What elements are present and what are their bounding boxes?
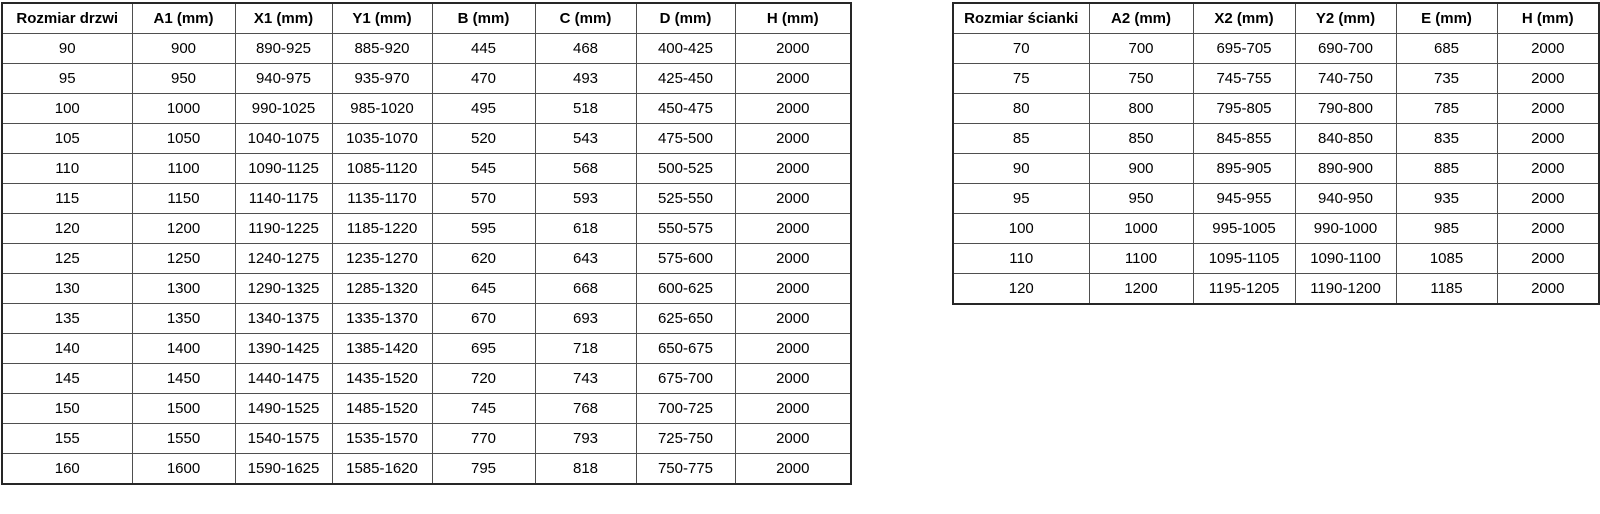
table-cell: 985-1020	[332, 94, 432, 124]
table-cell: 2000	[1497, 184, 1599, 214]
table-cell: 1085-1120	[332, 154, 432, 184]
table-row	[2, 64, 851, 94]
table-cell: 1035-1070	[332, 124, 432, 154]
table-cell: 1240-1275	[235, 244, 332, 274]
table-cell: 1590-1625	[235, 454, 332, 485]
table-cell: 115	[2, 184, 132, 214]
table-cell: 990-1025	[235, 94, 332, 124]
table-cell: 1585-1620	[332, 454, 432, 485]
table-cell: 543	[535, 124, 636, 154]
table-cell: 2000	[1497, 154, 1599, 184]
table-row	[953, 214, 1599, 244]
table-cell: 745-755	[1193, 64, 1295, 94]
table-cell: 668	[535, 274, 636, 304]
table-cell: 2000	[735, 184, 851, 214]
table-cell: 743	[535, 364, 636, 394]
header-cell: Y2 (mm)	[1295, 3, 1396, 34]
table-row	[2, 364, 851, 394]
table-cell: 1290-1325	[235, 274, 332, 304]
table-cell: 95	[2, 64, 132, 94]
table-cell: 725-750	[636, 424, 735, 454]
table-row	[2, 154, 851, 184]
table-cell: 1335-1370	[332, 304, 432, 334]
table-cell: 890-925	[235, 34, 332, 64]
table-cell: 2000	[735, 154, 851, 184]
table-row	[2, 34, 851, 64]
header-cell: B (mm)	[432, 3, 535, 34]
header-cell: Y1 (mm)	[332, 3, 432, 34]
table-cell: 2000	[735, 94, 851, 124]
header-cell: Rozmiar drzwi	[2, 3, 132, 34]
table-cell: 2000	[735, 334, 851, 364]
table-cell: 1250	[132, 244, 235, 274]
table-cell: 493	[535, 64, 636, 94]
table-cell: 85	[953, 124, 1089, 154]
table-cell: 1135-1170	[332, 184, 432, 214]
table-row	[953, 124, 1599, 154]
table-cell: 1050	[132, 124, 235, 154]
table-cell: 845-855	[1193, 124, 1295, 154]
table-cell: 2000	[1497, 94, 1599, 124]
table-cell: 1200	[1089, 274, 1193, 305]
table-cell: 720	[432, 364, 535, 394]
table-cell: 675-700	[636, 364, 735, 394]
table-cell: 735	[1396, 64, 1497, 94]
table-cell: 445	[432, 34, 535, 64]
table-cell: 935	[1396, 184, 1497, 214]
table-cell: 768	[535, 394, 636, 424]
table-cell: 885-920	[332, 34, 432, 64]
table-cell: 1600	[132, 454, 235, 485]
header-cell: X1 (mm)	[235, 3, 332, 34]
table-cell: 1190-1200	[1295, 274, 1396, 305]
table-cell: 1100	[132, 154, 235, 184]
table-cell: 2000	[735, 394, 851, 424]
table-cell: 935-970	[332, 64, 432, 94]
table-cell: 110	[953, 244, 1089, 274]
table-cell: 695-705	[1193, 34, 1295, 64]
table-cell: 693	[535, 304, 636, 334]
table-cell: 750-775	[636, 454, 735, 485]
table-cell: 995-1005	[1193, 214, 1295, 244]
table-cell: 520	[432, 124, 535, 154]
table-cell: 700	[1089, 34, 1193, 64]
table-cell: 950	[1089, 184, 1193, 214]
header-cell: H (mm)	[735, 3, 851, 34]
header-cell: Rozmiar ścianki	[953, 3, 1089, 34]
door-size-table	[1, 2, 852, 485]
table-cell: 2000	[735, 274, 851, 304]
table-cell: 125	[2, 244, 132, 274]
table-cell: 1350	[132, 304, 235, 334]
table-cell: 700-725	[636, 394, 735, 424]
table-cell: 2000	[735, 424, 851, 454]
table-cell: 695	[432, 334, 535, 364]
table-cell: 1400	[132, 334, 235, 364]
table-cell: 1385-1420	[332, 334, 432, 364]
table-cell: 620	[432, 244, 535, 274]
table-cell: 1195-1205	[1193, 274, 1295, 305]
table-cell: 718	[535, 334, 636, 364]
table-cell: 940-950	[1295, 184, 1396, 214]
table-cell: 1440-1475	[235, 364, 332, 394]
table-cell: 2000	[1497, 34, 1599, 64]
table-cell: 940-975	[235, 64, 332, 94]
table-cell: 850	[1089, 124, 1193, 154]
table-row	[953, 184, 1599, 214]
table-cell: 1085	[1396, 244, 1497, 274]
table-cell: 568	[535, 154, 636, 184]
table-row	[953, 34, 1599, 64]
table-row	[2, 454, 851, 485]
table-cell: 135	[2, 304, 132, 334]
table-cell: 2000	[735, 124, 851, 154]
table-cell: 2000	[735, 304, 851, 334]
table-cell: 518	[535, 94, 636, 124]
table-cell: 1450	[132, 364, 235, 394]
table-cell: 1140-1175	[235, 184, 332, 214]
table-cell: 2000	[735, 64, 851, 94]
header-cell: E (mm)	[1396, 3, 1497, 34]
table-row	[2, 394, 851, 424]
table-cell: 2000	[735, 454, 851, 485]
header-cell: H (mm)	[1497, 3, 1599, 34]
table-cell: 2000	[1497, 274, 1599, 305]
table-cell: 1040-1075	[235, 124, 332, 154]
table-cell: 900	[132, 34, 235, 64]
table-cell: 145	[2, 364, 132, 394]
table-cell: 645	[432, 274, 535, 304]
table-cell: 840-850	[1295, 124, 1396, 154]
table-cell: 818	[535, 454, 636, 485]
table-cell: 800	[1089, 94, 1193, 124]
table-row	[2, 244, 851, 274]
table-row	[2, 184, 851, 214]
table-cell: 990-1000	[1295, 214, 1396, 244]
table-cell: 100	[953, 214, 1089, 244]
table-cell: 425-450	[636, 64, 735, 94]
table-cell: 618	[535, 214, 636, 244]
table-cell: 890-900	[1295, 154, 1396, 184]
table-cell: 2000	[1497, 214, 1599, 244]
table-cell: 2000	[735, 244, 851, 274]
table-cell: 1090-1100	[1295, 244, 1396, 274]
table-cell: 643	[535, 244, 636, 274]
table-cell: 750	[1089, 64, 1193, 94]
table-cell: 2000	[1497, 64, 1599, 94]
table-cell: 900	[1089, 154, 1193, 184]
table-cell: 90	[2, 34, 132, 64]
table-cell: 945-955	[1193, 184, 1295, 214]
table-row	[953, 244, 1599, 274]
table-cell: 95	[953, 184, 1089, 214]
table-cell: 1540-1575	[235, 424, 332, 454]
wall-size-table	[952, 2, 1600, 305]
table-cell: 595	[432, 214, 535, 244]
table-cell: 770	[432, 424, 535, 454]
table-cell: 75	[953, 64, 1089, 94]
table-cell: 120	[953, 274, 1089, 305]
table-row	[953, 94, 1599, 124]
table-cell: 895-905	[1193, 154, 1295, 184]
table-cell: 550-575	[636, 214, 735, 244]
table-row	[2, 214, 851, 244]
table-cell: 2000	[735, 34, 851, 64]
table-cell: 1390-1425	[235, 334, 332, 364]
table-cell: 525-550	[636, 184, 735, 214]
header-cell: X2 (mm)	[1193, 3, 1295, 34]
table-cell: 1090-1125	[235, 154, 332, 184]
table-cell: 1340-1375	[235, 304, 332, 334]
table-cell: 2000	[1497, 244, 1599, 274]
table-row	[2, 124, 851, 154]
table-cell: 795	[432, 454, 535, 485]
table-cell: 670	[432, 304, 535, 334]
table-cell: 593	[535, 184, 636, 214]
table-cell: 1485-1520	[332, 394, 432, 424]
table-cell: 100	[2, 94, 132, 124]
table-cell: 468	[535, 34, 636, 64]
table-cell: 1490-1525	[235, 394, 332, 424]
table-cell: 495	[432, 94, 535, 124]
table-cell: 985	[1396, 214, 1497, 244]
table-cell: 150	[2, 394, 132, 424]
table-row	[2, 94, 851, 124]
table-cell: 650-675	[636, 334, 735, 364]
table-row	[2, 424, 851, 454]
table-cell: 160	[2, 454, 132, 485]
table-cell: 1235-1270	[332, 244, 432, 274]
header-cell: A1 (mm)	[132, 3, 235, 34]
table-cell: 1095-1105	[1193, 244, 1295, 274]
table-row	[953, 154, 1599, 184]
header-row	[2, 3, 851, 34]
table-cell: 1100	[1089, 244, 1193, 274]
header-cell: C (mm)	[535, 3, 636, 34]
table-cell: 1150	[132, 184, 235, 214]
header-cell: D (mm)	[636, 3, 735, 34]
table-cell: 795-805	[1193, 94, 1295, 124]
table-cell: 400-425	[636, 34, 735, 64]
header-row	[953, 3, 1599, 34]
table-cell: 2000	[735, 364, 851, 394]
table-cell: 1435-1520	[332, 364, 432, 394]
table-cell: 155	[2, 424, 132, 454]
table-cell: 785	[1396, 94, 1497, 124]
table-cell: 690-700	[1295, 34, 1396, 64]
table-cell: 1535-1570	[332, 424, 432, 454]
table-cell: 2000	[735, 214, 851, 244]
table-cell: 1190-1225	[235, 214, 332, 244]
table-cell: 790-800	[1295, 94, 1396, 124]
header-cell: A2 (mm)	[1089, 3, 1193, 34]
table-cell: 450-475	[636, 94, 735, 124]
table-cell: 570	[432, 184, 535, 214]
table-cell: 2000	[1497, 124, 1599, 154]
table-cell: 1300	[132, 274, 235, 304]
table-cell: 500-525	[636, 154, 735, 184]
table-cell: 950	[132, 64, 235, 94]
table-cell: 130	[2, 274, 132, 304]
table-cell: 105	[2, 124, 132, 154]
table-cell: 545	[432, 154, 535, 184]
table-cell: 600-625	[636, 274, 735, 304]
table-cell: 110	[2, 154, 132, 184]
table-cell: 1185-1220	[332, 214, 432, 244]
table-row	[2, 274, 851, 304]
table-cell: 1550	[132, 424, 235, 454]
table-row	[953, 274, 1599, 305]
table-cell: 685	[1396, 34, 1497, 64]
table-cell: 475-500	[636, 124, 735, 154]
table-cell: 1000	[132, 94, 235, 124]
table-cell: 70	[953, 34, 1089, 64]
table-cell: 885	[1396, 154, 1497, 184]
table-cell: 1285-1320	[332, 274, 432, 304]
table-cell: 120	[2, 214, 132, 244]
table-cell: 140	[2, 334, 132, 364]
table-cell: 835	[1396, 124, 1497, 154]
table-cell: 1000	[1089, 214, 1193, 244]
table-cell: 90	[953, 154, 1089, 184]
table-cell: 740-750	[1295, 64, 1396, 94]
table-row	[2, 304, 851, 334]
table-row	[2, 334, 851, 364]
table-cell: 575-600	[636, 244, 735, 274]
table-cell: 1500	[132, 394, 235, 424]
table-row	[953, 64, 1599, 94]
table-cell: 470	[432, 64, 535, 94]
table-cell: 745	[432, 394, 535, 424]
table-cell: 1200	[132, 214, 235, 244]
table-cell: 1185	[1396, 274, 1497, 305]
table-cell: 793	[535, 424, 636, 454]
table-cell: 625-650	[636, 304, 735, 334]
table-cell: 80	[953, 94, 1089, 124]
